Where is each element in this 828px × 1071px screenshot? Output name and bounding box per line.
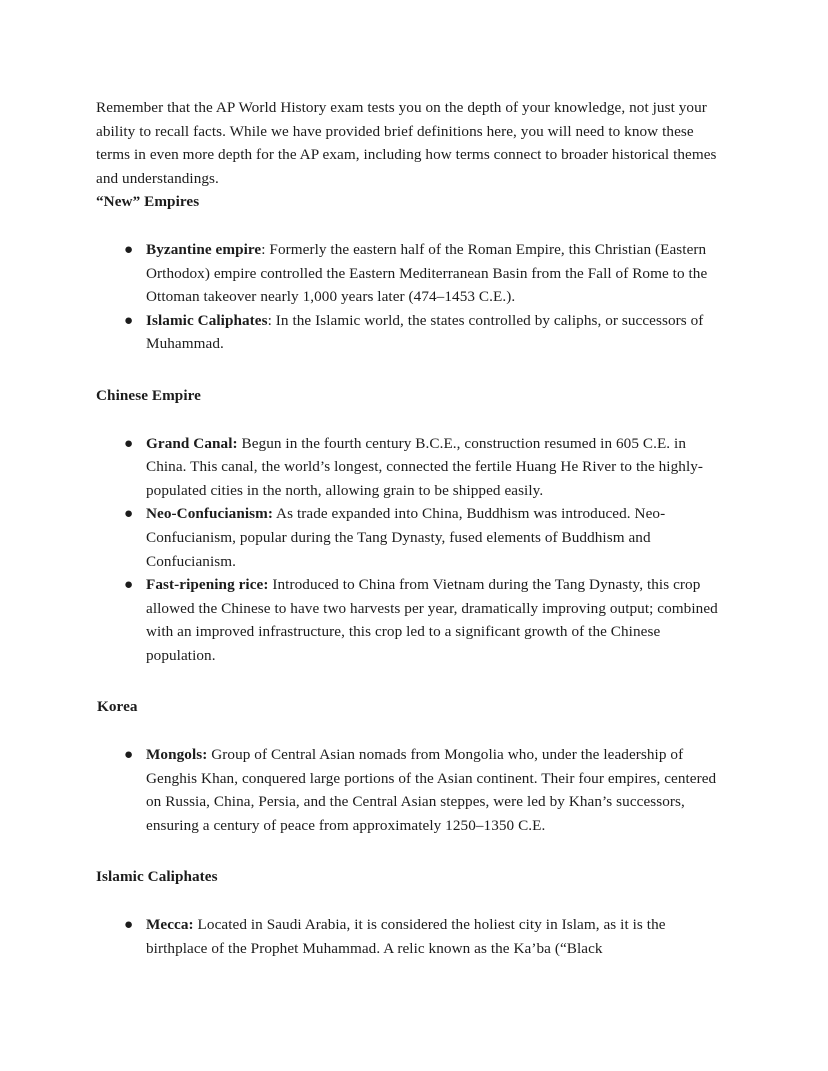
document-content (96, 96, 725, 960)
term-label: Byzantine empire (146, 240, 262, 258)
term-definition: In the Islamic world, the states controlled by caliphs, or successors of Muhammad. (146, 311, 704, 353)
term-separator: : (261, 240, 266, 258)
term-list-islamic-caliphates (96, 913, 725, 960)
section-heading-new-empires: “New” Empires (96, 193, 200, 211)
term-label: Fast-ripening rice: (146, 576, 269, 594)
list-item (96, 743, 725, 837)
section-heading-korea: Korea (97, 698, 138, 716)
term-list-chinese-empire (96, 432, 725, 668)
term-label: Islamic Caliphates (146, 311, 268, 329)
term-definition: Introduced to China from Vietnam during the Tang Dynasty, this crop allowed the Chinese to have two harvests per year, dramatically improving output; combined with an improved infrastructure, this crop led to a significant growth of the Chinese population. (146, 576, 718, 664)
bullet-icon: ● (124, 311, 134, 329)
term-definition: As trade expanded into China, Buddhism was introduced. Neo-Confucianism, popular during the Tang Dynasty, fused elements of Buddhism and Confucianism. (146, 505, 666, 570)
section-heading-islamic-caliphates: Islamic Caliphates (96, 868, 218, 886)
term-definition: Begun in the fourth century B.C.E., construction resumed in 605 C.E. in China. This canal, the world’s longest, connected the fertile Huang He River to the highly-populated cities in the north, allowing grain to be shipped easily. (146, 434, 704, 499)
term-list-korea (96, 743, 725, 837)
list-item (96, 309, 725, 356)
section-heading-chinese-empire: Chinese Empire (96, 386, 201, 404)
bullet-icon: ● (124, 434, 134, 452)
term-label: Neo-Confucianism: (146, 505, 274, 523)
list-item (96, 432, 725, 503)
intro-paragraph: Remember that the AP World History exam tests you on the depth of your knowledge, not just your ability to recall facts. While we have provided brief definitions here, you will need to know these terms in even more depth for the AP exam, including how terms connect to broader historical themes and understandings. (96, 99, 717, 187)
term-list-new-empires (96, 238, 725, 356)
list-item (96, 573, 725, 667)
list-item (96, 913, 725, 960)
term-definition: Formerly the eastern half of the Roman Empire, this Christian (Eastern Orthodox) empire controlled the Eastern Mediterranean Basin from the Fall of Rome to the Ottoman takeover nearly 1,000 years later (474–1453 C.E.). (146, 240, 708, 306)
term-label: Mongols: (146, 746, 208, 764)
bullet-icon: ● (124, 746, 134, 764)
bullet-icon: ● (124, 240, 134, 258)
bullet-icon: ● (124, 576, 134, 594)
bullet-icon: ● (124, 505, 134, 523)
term-separator: : (267, 311, 272, 329)
term-definition: Group of Central Asian nomads from Mongolia who, under the leadership of Genghis Khan, conquered large portions of the Asian continent. Their four empires, centered on Russia, China, Persia, and the Central Asian steppes, were led by Khan’s successors, ensuring a century of peace from approximately 1250–1350 C.E. (146, 746, 717, 834)
term-definition: Located in Saudi Arabia, it is considered the holiest city in Islam, as it is the birthplace of the Prophet Muhammad. A relic known as the Ka’ba (“Black (146, 916, 666, 957)
list-item (96, 502, 725, 573)
bullet-icon: ● (124, 916, 134, 934)
list-item (96, 238, 725, 309)
term-label: Grand Canal: (146, 434, 238, 452)
term-label: Mecca: (146, 916, 194, 934)
